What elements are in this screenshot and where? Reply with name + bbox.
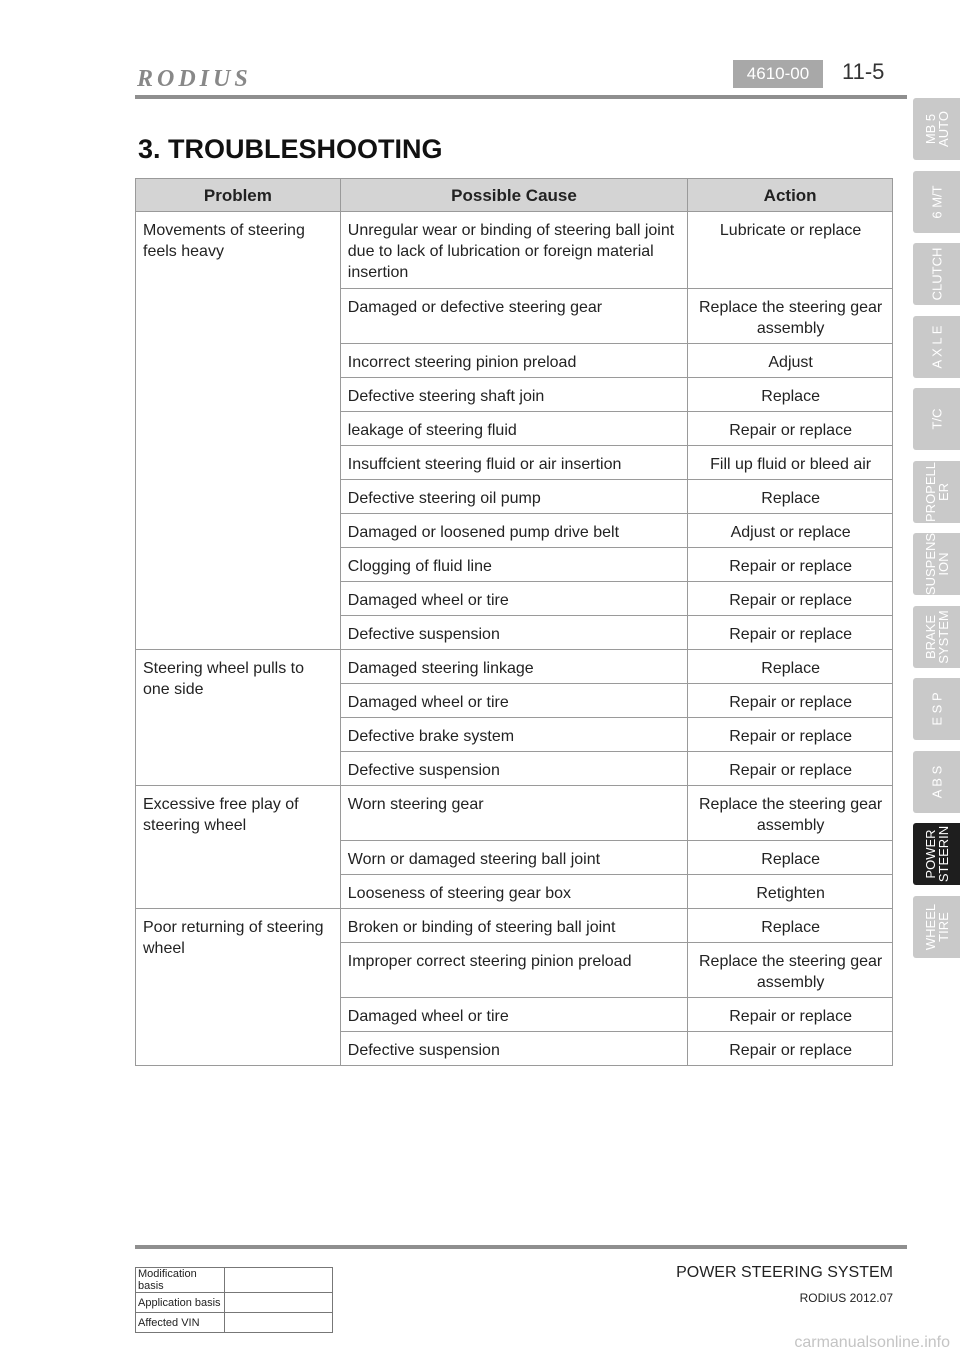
cause-cell: Looseness of steering gear box (340, 875, 687, 909)
brand-logo: RODIUS (137, 66, 252, 92)
action-cell: Replace (688, 841, 893, 875)
modification-basis-value (225, 1268, 333, 1293)
section-tab[interactable] (913, 461, 960, 523)
column-header-problem: Problem (136, 179, 341, 212)
action-cell: Retighten (688, 875, 893, 909)
table-row (136, 909, 893, 943)
section-tab-label: POWER STEERIN (922, 825, 951, 883)
action-cell: Repair or replace (688, 616, 893, 650)
cause-cell: Damaged or loosened pump drive belt (340, 514, 687, 548)
action-cell: Repair or replace (688, 718, 893, 752)
cause-cell: Damaged steering linkage (340, 650, 687, 684)
troubleshooting-table (135, 178, 893, 1066)
action-cell: Replace (688, 650, 893, 684)
section-tab[interactable] (913, 243, 960, 305)
section-tab[interactable] (913, 823, 960, 885)
action-cell: Replace (688, 378, 893, 412)
cause-cell: Defective brake system (340, 718, 687, 752)
action-cell: Adjust (688, 344, 893, 378)
cause-cell: Damaged wheel or tire (340, 582, 687, 616)
section-tab[interactable] (913, 533, 960, 595)
cause-cell: Defective steering oil pump (340, 480, 687, 514)
section-tab-label: PROPELL ER (922, 461, 951, 522)
table-row (136, 650, 893, 684)
action-cell: Replace the steering gear assembly (688, 786, 893, 841)
action-cell: Replace (688, 480, 893, 514)
cause-cell: Clogging of fluid line (340, 548, 687, 582)
table-row (136, 786, 893, 841)
doc-code-badge: 4610-00 (733, 60, 823, 88)
problem-cell: Excessive free play of steering wheel (136, 786, 341, 909)
section-tab[interactable] (913, 388, 960, 450)
column-header-action: Action (688, 179, 893, 212)
table-row (136, 212, 893, 289)
action-cell: Fill up fluid or bleed air (688, 446, 893, 480)
modification-row (136, 1268, 333, 1293)
modification-row (136, 1293, 333, 1313)
cause-cell: Insuffcient steering fluid or air insertion (340, 446, 687, 480)
section-tab-label: SUSPENS ION (922, 532, 951, 596)
system-title: POWER STEERING SYSTEM (676, 1264, 893, 1281)
action-cell: Lubricate or replace (688, 212, 893, 289)
section-tab[interactable] (913, 896, 960, 958)
section-tab[interactable] (913, 316, 960, 378)
section-tab-label: A X L E (929, 325, 944, 368)
modification-row (136, 1313, 333, 1333)
cause-cell: Defective suspension (340, 752, 687, 786)
action-cell: Repair or replace (688, 412, 893, 446)
cause-cell: leakage of steering fluid (340, 412, 687, 446)
section-tab-label: A B S (929, 765, 944, 798)
modification-basis-label: Modification basis (136, 1268, 225, 1293)
action-cell: Repair or replace (688, 684, 893, 718)
table-header-row (136, 179, 893, 212)
section-tab[interactable] (913, 678, 960, 740)
action-cell: Adjust or replace (688, 514, 893, 548)
problem-cell: Steering wheel pulls to one side (136, 650, 341, 786)
section-tab-label: BRAKE SYSTEM (922, 609, 951, 664)
cause-cell: Improper correct steering pinion preload (340, 943, 687, 998)
watermark[interactable]: carmanualsonline.info (794, 1334, 950, 1351)
action-cell: Replace the steering gear assembly (688, 289, 893, 344)
problem-cell: Movements of steering feels heavy (136, 212, 341, 650)
action-cell: Repair or replace (688, 548, 893, 582)
affected-vin-label: Affected VIN (136, 1313, 225, 1333)
edition-label: RODIUS 2012.07 (799, 1291, 893, 1305)
section-tab-label: 6 M/T (929, 184, 944, 219)
cause-cell: Defective suspension (340, 616, 687, 650)
action-cell: Repair or replace (688, 998, 893, 1032)
cause-cell: Worn or damaged steering ball joint (340, 841, 687, 875)
section-tab-label: CLUTCH (929, 247, 944, 301)
action-cell: Repair or replace (688, 582, 893, 616)
cause-cell: Damaged wheel or tire (340, 998, 687, 1032)
problem-cell: Poor returning of steering wheel (136, 909, 341, 1066)
action-cell: Repair or replace (688, 1032, 893, 1066)
column-header-cause: Possible Cause (340, 179, 687, 212)
header-divider (135, 95, 907, 99)
cause-cell: Broken or binding of steering ball joint (340, 909, 687, 943)
cause-cell: Defective suspension (340, 1032, 687, 1066)
action-cell: Replace the steering gear assembly (688, 943, 893, 998)
section-tab[interactable] (913, 98, 960, 160)
table-body (136, 212, 893, 1066)
application-basis-label: Application basis (136, 1293, 225, 1313)
page-title: 3. TROUBLESHOOTING (138, 134, 443, 164)
section-tab-label: T/C (929, 408, 944, 430)
page-number: 11-5 (842, 59, 885, 84)
action-cell: Replace (688, 909, 893, 943)
cause-cell: Damaged or defective steering gear (340, 289, 687, 344)
cause-cell: Incorrect steering pinion preload (340, 344, 687, 378)
cause-cell: Damaged wheel or tire (340, 684, 687, 718)
action-cell: Repair or replace (688, 752, 893, 786)
section-tab[interactable] (913, 171, 960, 233)
cause-cell: Defective steering shaft join (340, 378, 687, 412)
cause-cell: Worn steering gear (340, 786, 687, 841)
cause-cell: Unregular wear or binding of steering ball joint due to lack of lubrication or foreign material insertion (340, 212, 687, 289)
modification-table (135, 1267, 333, 1333)
affected-vin-value (225, 1313, 333, 1333)
section-tab-label: E S P (929, 692, 944, 726)
application-basis-value (225, 1293, 333, 1313)
section-tab-label: MB 5 AUTO (922, 111, 951, 147)
section-tab[interactable] (913, 606, 960, 668)
section-tab-label: WHEEL TIRE (922, 903, 951, 950)
footer-divider (135, 1245, 907, 1249)
section-tab[interactable] (913, 751, 960, 813)
